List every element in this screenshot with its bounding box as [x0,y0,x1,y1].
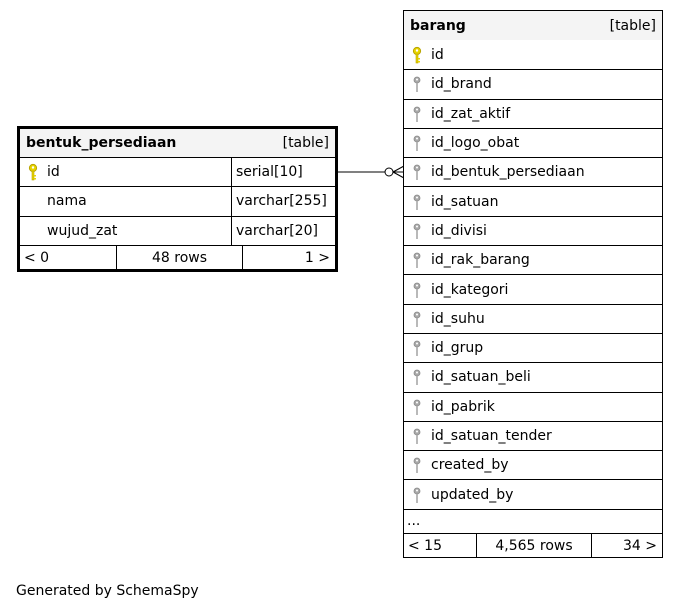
table-barang[interactable] [403,10,663,558]
foreign-key-icon [412,193,422,211]
row-count: 4,565 rows [476,534,592,558]
children-count[interactable]: 1 > [304,249,330,266]
column-name[interactable]: id [431,46,444,63]
table-row [404,40,662,69]
table-footer [404,533,662,558]
ellipsis-text: ... [407,513,421,530]
column-name[interactable]: id_satuan [431,193,499,210]
foreign-key-icon [412,222,422,240]
column-name[interactable]: id_zat_aktif [431,105,511,122]
table-row [404,450,662,479]
table-row [404,421,662,450]
table-row [404,362,662,391]
column-name[interactable]: id_logo_obat [431,135,520,152]
column-name[interactable]: wujud_zat [47,222,118,239]
column-name[interactable]: id_divisi [431,222,487,239]
column-name[interactable]: nama [47,193,87,210]
table-name[interactable]: bentuk_persediaan [26,135,177,151]
table-header [20,129,335,157]
foreign-key-icon [412,368,422,386]
primary-key-icon [412,46,422,64]
table-name[interactable]: barang [410,17,466,34]
table-row [404,99,662,128]
table-row [404,186,662,215]
column-name[interactable]: id [47,164,60,181]
column-name[interactable]: updated_by [431,486,514,503]
table-row [404,69,662,98]
row-count: 48 rows [116,246,243,270]
table-row [20,157,335,186]
table-kind: [table] [282,135,329,151]
table-footer [20,245,335,270]
foreign-key-icon [412,75,422,93]
column-name[interactable]: created_by [431,457,509,474]
foreign-key-icon [412,398,422,416]
table-row [404,157,662,186]
table-row [404,333,662,362]
foreign-key-icon [412,251,422,269]
foreign-key-icon [412,105,422,123]
column-name[interactable]: id_satuan_beli [431,369,531,386]
foreign-key-icon [412,134,422,152]
foreign-key-icon [412,310,422,328]
column-name[interactable]: id_satuan_tender [431,428,552,444]
column-type: serial[10] [231,158,335,186]
column-name[interactable]: id_pabrik [431,398,495,415]
table-row [404,216,662,245]
parents-count[interactable]: < 15 [408,537,442,554]
parents-count[interactable]: < 0 [24,249,50,266]
table-row [404,128,662,157]
more-columns [404,509,662,533]
foreign-key-icon [412,486,422,504]
table-row [20,216,335,245]
foreign-key-icon [412,163,422,181]
table-bentuk-persediaan[interactable] [17,126,338,272]
children-count[interactable]: 34 > [623,537,657,554]
table-row [404,392,662,421]
foreign-key-icon [412,427,422,445]
foreign-key-icon [412,456,422,474]
column-name[interactable]: id_rak_barang [431,252,530,269]
column-type: varchar[20] [231,217,335,245]
column-type: varchar[255] [231,187,335,215]
table-kind: [table] [609,17,656,34]
table-row [404,304,662,333]
column-name[interactable]: id_grup [431,340,484,357]
column-name[interactable]: id_brand [431,76,492,93]
column-name[interactable]: id_suhu [431,310,485,327]
table-row [404,479,662,508]
table-header [404,11,662,40]
table-row [404,274,662,303]
generated-by-credit: Generated by SchemaSpy [16,583,199,599]
table-row [20,186,335,215]
table-row [404,245,662,274]
primary-key-icon [28,163,38,181]
foreign-key-icon [412,339,422,357]
foreign-key-icon [412,281,422,299]
column-name[interactable]: id_bentuk_persediaan [431,164,585,181]
column-name[interactable]: id_kategori [431,281,509,298]
